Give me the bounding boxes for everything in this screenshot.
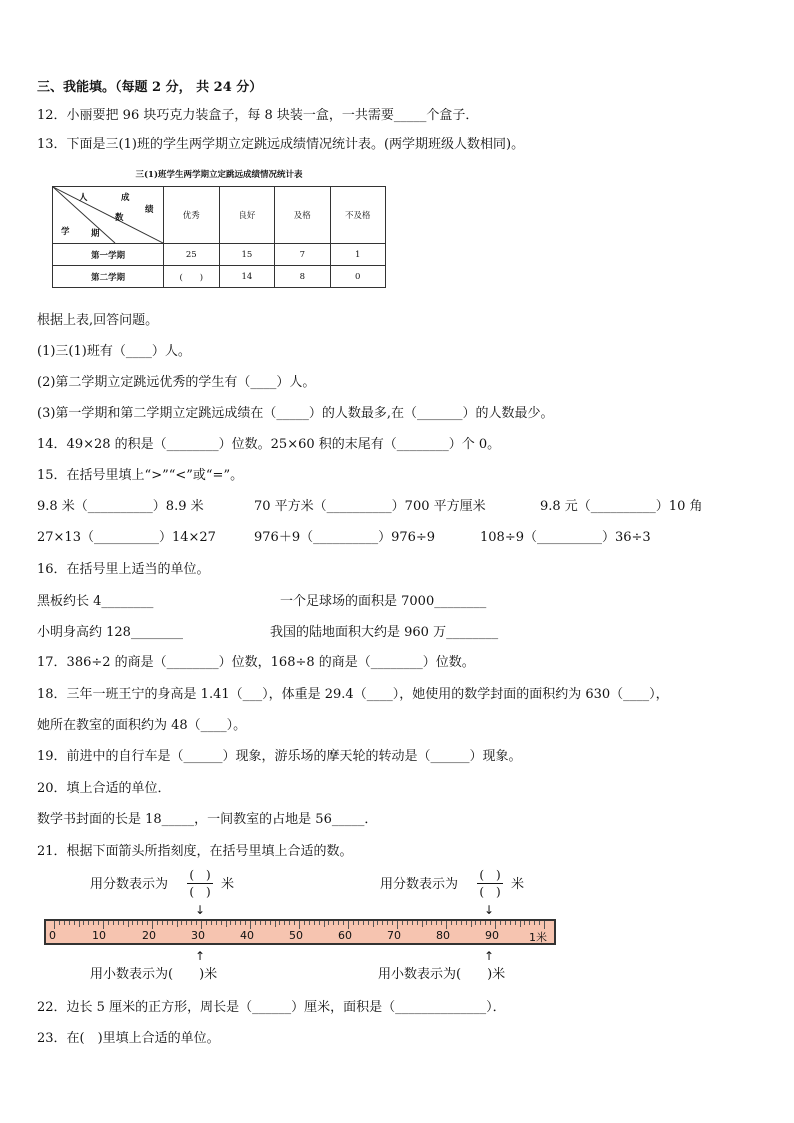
question-14: 14．49×28 的积是（________）位数。25×60 积的末尾有（________）个 0。 — [37, 437, 501, 452]
fraction-unit-right: 米 — [511, 877, 525, 892]
ruler-label: 50 — [289, 929, 303, 942]
ruler-tick — [167, 921, 168, 925]
ruler-tick — [397, 921, 398, 929]
ruler-tick — [544, 921, 545, 929]
ruler-tick — [407, 921, 408, 925]
fraction-unit-left: 米 — [221, 877, 235, 892]
q13-sub-2: (2)第二学期立定跳远优秀的学生有（____）人。 — [37, 375, 316, 390]
down-arrow-icon: ↓ — [484, 903, 495, 917]
ruler-tick — [142, 921, 143, 925]
fraction-label-left: 用分数表示为 — [90, 877, 169, 892]
header-cell: 优秀 — [164, 187, 220, 244]
q15-item: 9.8 元（__________）10 角 — [540, 499, 703, 514]
q15-item: 108÷9（__________）36÷3 — [480, 530, 651, 545]
ruler-tick — [392, 921, 393, 925]
table-row — [53, 244, 386, 266]
ruler-tick — [422, 921, 423, 927]
ruler-tick — [211, 921, 212, 925]
denominator-blank: ( ) — [189, 885, 211, 899]
up-arrow-icon: ↑ — [484, 949, 495, 963]
ruler-tick — [54, 921, 55, 929]
ruler-tick — [128, 921, 129, 927]
q13-sub-3: (3)第一学期和第二学期立定跳远成绩在（_____）的人数最多,在（_______）的人数最少。 — [37, 406, 554, 421]
ruler-tick — [534, 921, 535, 925]
ruler-tick — [172, 921, 173, 925]
ruler-tick — [314, 921, 315, 925]
ruler-tick — [505, 921, 506, 925]
ruler-tick — [270, 921, 271, 925]
ruler-tick — [64, 921, 65, 925]
ruler-label: 70 — [387, 929, 401, 942]
table-cell: 14 — [219, 266, 274, 288]
fraction-label-right: 用分数表示为 — [380, 877, 459, 892]
ruler-label: 60 — [338, 929, 352, 942]
diag-label: 数 — [115, 213, 124, 223]
diag-label: 成 — [121, 193, 130, 203]
table-cell: 8 — [275, 266, 330, 288]
ruler-label: 80 — [436, 929, 450, 942]
ruler-tick — [529, 921, 530, 925]
ruler-tick — [59, 921, 60, 925]
q15-item: 976＋9（__________）976÷9 — [254, 530, 436, 545]
ruler-tick — [441, 921, 442, 925]
ruler-label: 40 — [240, 929, 254, 942]
ruler-tick — [353, 921, 354, 925]
header-cell: 良好 — [219, 187, 274, 244]
ruler-tick — [123, 921, 124, 925]
ruler-tick — [137, 921, 138, 925]
ruler-tick — [221, 921, 222, 925]
diag-label: 绩 — [145, 205, 154, 215]
ruler-tick — [304, 921, 305, 925]
table-cell: ( ) — [164, 266, 220, 288]
ruler-tick — [520, 921, 521, 927]
ruler-tick — [348, 921, 349, 929]
ruler-tick — [157, 921, 158, 925]
table-cell: 7 — [275, 244, 330, 266]
down-arrow-icon: ↓ — [195, 903, 206, 917]
q20-item: 数学书封面的长是 18_____，一间教室的占地是 56_____． — [37, 812, 378, 827]
ruler-tick — [309, 921, 310, 925]
ruler-tick — [240, 921, 241, 925]
ruler-tick — [338, 921, 339, 925]
ruler-tick — [328, 921, 329, 925]
ruler-tick — [471, 921, 472, 927]
ruler-tick — [490, 921, 491, 925]
ruler-tick — [495, 921, 496, 929]
diag-label: 期 — [91, 229, 100, 239]
statistics-table-image — [52, 168, 386, 292]
ruler-tick — [319, 921, 320, 925]
ruler-tick — [539, 921, 540, 925]
ruler-tick — [265, 921, 266, 925]
ruler-tick — [466, 921, 467, 925]
numerator-blank: ( ) — [189, 868, 211, 882]
ruler-tick — [485, 921, 486, 925]
ruler-tick — [417, 921, 418, 925]
ruler-tick — [456, 921, 457, 925]
ruler-tick — [260, 921, 261, 925]
ruler-tick — [118, 921, 119, 925]
decimal-label-left: 用小数表示为( )米 — [90, 967, 218, 982]
ruler-tick — [524, 921, 525, 925]
ruler-label: 0 — [49, 929, 56, 942]
header-cell: 不及格 — [330, 187, 385, 244]
ruler-tick — [510, 921, 511, 925]
ruler-tick — [206, 921, 207, 925]
question-20: 20．填上合适的单位． — [37, 781, 171, 796]
question-18-line-2: 她所在教室的面积约为 48（____）。 — [37, 718, 247, 733]
q16-item: 黑板约长 4________ — [37, 594, 154, 609]
ruler-label: 20 — [142, 929, 156, 942]
q13-prompt: 根据上表,回答问题。 — [37, 313, 159, 328]
question-18-line-1: 18．三年一班王宁的身高是 1.41（___），体重是 29.4（____），她使用的数学封面的面积约为 630（____）， — [37, 687, 669, 702]
ruler-tick — [382, 921, 383, 925]
question-16: 16．在括号里上适当的单位。 — [37, 562, 210, 577]
table-cell: 25 — [164, 244, 220, 266]
decimal-label-right: 用小数表示为( )米 — [378, 967, 506, 982]
up-arrow-icon: ↑ — [195, 949, 206, 963]
ruler-label: 10 — [92, 929, 106, 942]
ruler-tick — [333, 921, 334, 925]
ruler-tick — [191, 921, 192, 925]
ruler-tick — [299, 921, 300, 929]
ruler-label: 90 — [485, 929, 499, 942]
ruler-tick — [79, 921, 80, 927]
q15-item: 9.8 米（__________）8.9 米 — [37, 499, 204, 514]
ruler-tick — [426, 921, 427, 925]
ruler-tick — [255, 921, 256, 925]
ruler-tick — [226, 921, 227, 927]
table-title: 三(1)班学生两学期立定跳远成绩情况统计表 — [135, 170, 303, 180]
ruler-tick — [250, 921, 251, 929]
ruler-tick — [186, 921, 187, 925]
ruler-tick — [98, 921, 99, 925]
ruler-label: 30 — [191, 929, 205, 942]
question-19: 19．前进中的自行车是（______）现象，游乐场的摩天轮的转动是（______）现象。 — [37, 749, 522, 764]
ruler-tick — [83, 921, 84, 925]
ruler-tick — [284, 921, 285, 925]
header-cell: 及格 — [275, 187, 330, 244]
ruler-tick — [412, 921, 413, 925]
question-12: 12．小丽要把 96 块巧克力装盒子，每 8 块装一盒，一共需要_____个盒子． — [37, 108, 479, 123]
ruler-tick — [431, 921, 432, 925]
ruler-tick — [324, 921, 325, 927]
ruler-tick — [147, 921, 148, 925]
ruler-tick — [373, 921, 374, 927]
question-13: 13．下面是三(1)班的学生两学期立定跳远成绩情况统计表。(两学期班级人数相同)。 — [37, 137, 525, 152]
ruler-tick — [216, 921, 217, 925]
q15-item: 27×13（__________）14×27 — [37, 530, 216, 545]
ruler-tick — [230, 921, 231, 925]
ruler-tick — [446, 921, 447, 929]
ruler-tick — [294, 921, 295, 925]
ruler-tick — [196, 921, 197, 925]
diag-label: 学 — [61, 227, 70, 237]
diagonal-header-cell — [53, 187, 163, 243]
row-label: 第一学期 — [53, 244, 164, 266]
ruler-tick — [275, 921, 276, 927]
ruler-tick — [451, 921, 452, 925]
table-cell: 0 — [330, 266, 385, 288]
ruler-tick — [436, 921, 437, 925]
ruler-tick — [132, 921, 133, 925]
q16-item: 一个足球场的面积是 7000________ — [280, 594, 487, 609]
question-23: 23．在( )里填上合适的单位。 — [37, 1031, 220, 1046]
ruler — [44, 919, 556, 945]
ruler-tick — [461, 921, 462, 925]
q15-item: 70 平方米（__________）700 平方厘米 — [254, 499, 486, 514]
ruler-tick — [69, 921, 70, 925]
row-label: 第二学期 — [53, 266, 164, 288]
question-21: 21．根据下面箭头所指刻度，在括号里填上合适的数。 — [37, 844, 353, 859]
ruler-tick — [500, 921, 501, 925]
ruler-tick — [475, 921, 476, 925]
ruler-tick — [402, 921, 403, 925]
numerator-blank: ( ) — [479, 868, 501, 882]
ruler-tick — [279, 921, 280, 925]
ruler-tick — [480, 921, 481, 925]
ruler-tick — [235, 921, 236, 925]
ruler-tick — [377, 921, 378, 925]
ruler-tick — [162, 921, 163, 925]
ruler-tick — [358, 921, 359, 925]
ruler-tick — [93, 921, 94, 925]
ruler-tick — [245, 921, 246, 925]
ruler-tick — [177, 921, 178, 927]
question-15: 15．在括号里填上“>”“<”或“=”。 — [37, 468, 244, 483]
ruler-tick — [368, 921, 369, 925]
ruler-tick — [108, 921, 109, 925]
table-cell: 15 — [219, 244, 274, 266]
denominator-blank: ( ) — [479, 885, 501, 899]
q13-sub-1: (1)三(1)班有（____）人。 — [37, 344, 191, 359]
ruler-tick — [181, 921, 182, 925]
ruler-tick — [201, 921, 202, 929]
statistics-table — [52, 186, 386, 288]
ruler-tick — [113, 921, 114, 925]
question-22: 22．边长 5 厘米的正方形，周长是（______）厘米，面积是（______________）． — [37, 1000, 506, 1015]
ruler-tick — [343, 921, 344, 925]
fraction-blank-right — [477, 868, 503, 899]
ruler-tick — [88, 921, 89, 925]
q16-item: 小明身高约 128________ — [37, 625, 183, 640]
ruler-tick — [289, 921, 290, 925]
section-header: 三、我能填。（每题 2 分， 共 24 分） — [37, 80, 263, 95]
ruler-tick — [363, 921, 364, 925]
ruler-tick — [103, 921, 104, 929]
q16-item: 我国的陆地面积大约是 960 万________ — [270, 625, 499, 640]
diag-label: 人 — [79, 193, 88, 203]
ruler-label: 1米 — [529, 931, 547, 944]
ruler-tick — [152, 921, 153, 929]
question-17: 17．386÷2 的商是（________）位数，168÷8 的商是（________）位数。 — [37, 655, 475, 670]
ruler-tick — [74, 921, 75, 925]
ruler-tick — [387, 921, 388, 925]
table-cell: 1 — [330, 244, 385, 266]
ruler-tick — [515, 921, 516, 925]
fraction-blank-left — [187, 868, 213, 899]
table-row — [53, 266, 386, 288]
